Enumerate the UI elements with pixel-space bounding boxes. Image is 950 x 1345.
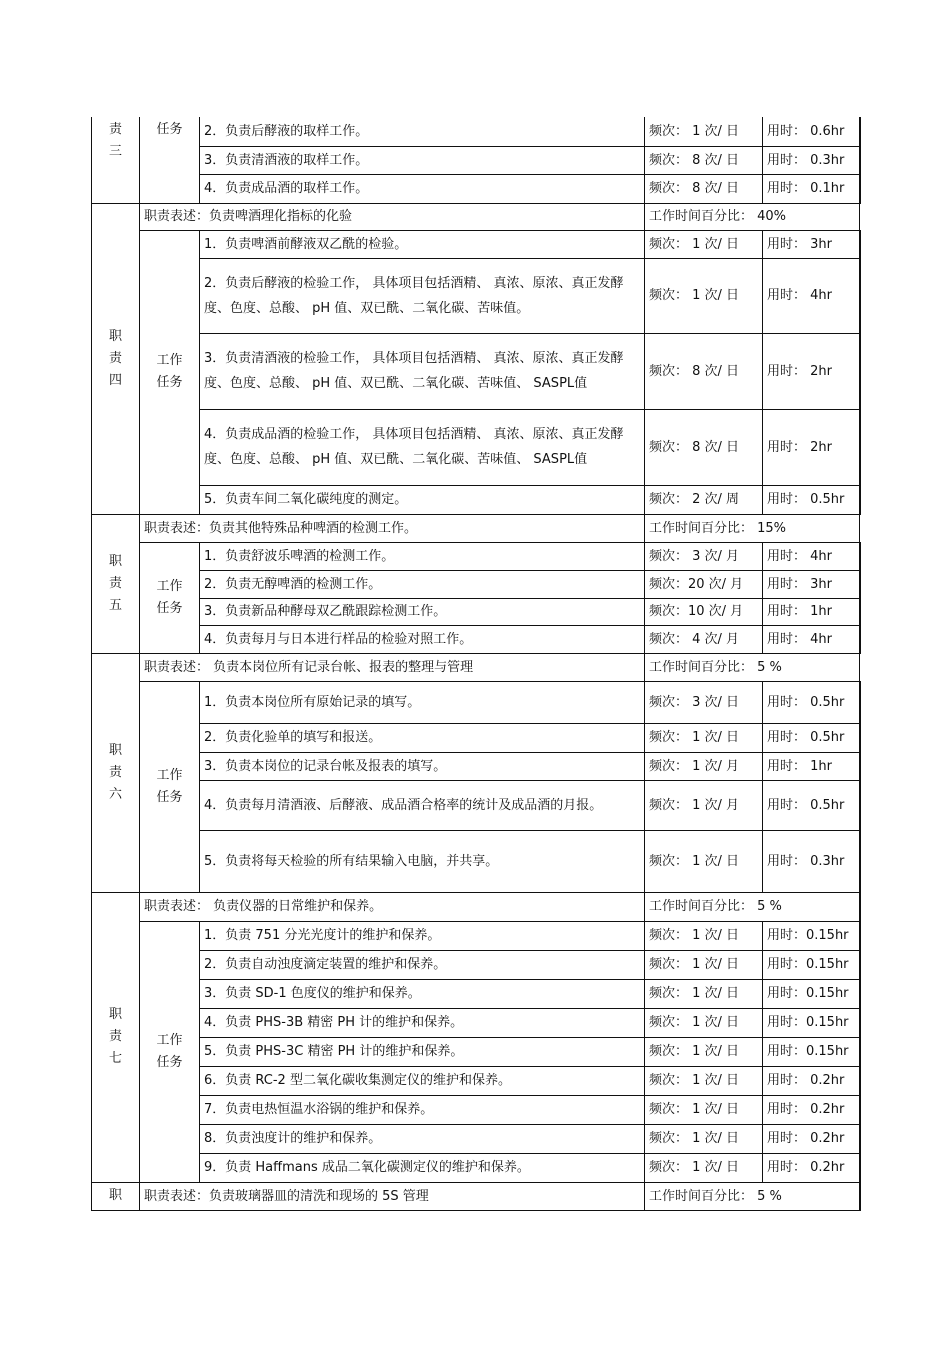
task-frequency: 频次： 1 次/ 日 [645,830,763,892]
task-frequency: 频次：10 次/ 月 [645,598,763,625]
task-time: 用时： 0.3hr [763,830,860,892]
task-time: 用时： 2hr [763,333,860,409]
task-text: 2．负责自动浊度滴定装置的维护和保养。 [200,950,645,979]
task-frequency: 频次：20 次/ 月 [645,570,763,598]
task-time: 用时： 3hr [763,230,860,258]
task-frequency: 频次： 1 次/ 日 [645,230,763,258]
task-time: 用时： 1hr [763,752,860,780]
job-duty-table [91,117,861,1211]
task-time: 用时： 0.2hr [763,1095,860,1124]
task-frequency: 频次： 1 次/ 日 [645,1124,763,1153]
task-frequency: 频次： 4 次/ 月 [645,625,763,653]
work-task-label: 工作任务 [140,542,200,653]
task-frequency: 频次： 1 次/ 日 [645,117,763,146]
task-time: 用时： 4hr [763,625,860,653]
duty-label: 责 三 [92,117,140,203]
work-time-percentage: 工作时间百分比： 5 % [645,653,860,681]
task-text: 4．负责 PHS-3B 精密 PH 计的维护和保养。 [200,1008,645,1037]
task-time: 用时： 0.3hr [763,146,860,174]
task-frequency: 频次： 1 次/ 日 [645,1066,763,1095]
work-time-percentage: 工作时间百分比： 5 % [645,892,860,921]
task-text: 5．负责 PHS-3C 精密 PH 计的维护和保养。 [200,1037,645,1066]
task-text: 3．负责清酒液的取样工作。 [200,146,645,174]
task-text: 3．负责本岗位的记录台帐及报表的填写。 [200,752,645,780]
task-frequency: 频次： 1 次/ 日 [645,950,763,979]
task-frequency: 频次： 8 次/ 日 [645,174,763,203]
task-time: 用时： 2hr [763,409,860,485]
task-frequency: 频次： 8 次/ 日 [645,409,763,485]
task-frequency: 频次： 1 次/ 日 [645,1153,763,1182]
work-time-percentage: 工作时间百分比： 40% [645,203,860,230]
task-time: 用时： 0.2hr [763,1153,860,1182]
task-text: 4．负责成品酒的检验工作， 具体项目包括酒精、 真浓、原浓、真正发酵度、色度、总酸、 pH 值、双已酰、二氧化碳、苦味值、 SASPL值 [200,409,645,485]
task-frequency: 频次： 1 次/ 日 [645,1037,763,1066]
task-text: 3．负责清酒液的检验工作， 具体项目包括酒精、 真浓、原浓、真正发酵度、色度、总酸、 pH 值、双已酰、二氧化碳、苦味值、 SASPL值 [200,333,645,409]
work-task-label: 工作任务 [140,681,200,892]
task-time: 用时： 0.1hr [763,174,860,203]
task-frequency: 频次： 1 次/ 月 [645,752,763,780]
task-time: 用时：0.15hr [763,921,860,950]
task-text: 5．负责将每天检验的所有结果输入电脑，并共享。 [200,830,645,892]
task-frequency: 频次： 3 次/ 月 [645,542,763,570]
duty-label: 职 [92,1182,140,1210]
task-text: 4．负责每月与日本进行样品的检验对照工作。 [200,625,645,653]
task-time: 用时： 3hr [763,570,860,598]
task-time: 用时： 0.2hr [763,1066,860,1095]
task-text: 2．负责无醇啤酒的检测工作。 [200,570,645,598]
task-time: 用时： 4hr [763,542,860,570]
duty-label: 职 责 七 [92,892,140,1182]
work-task-label: 工作任务 [140,921,200,1182]
duty-description: 职责表述：负责啤酒理化指标的化验 [140,203,645,230]
task-frequency: 频次： 8 次/ 日 [645,146,763,174]
work-time-percentage: 工作时间百分比： 5 % [645,1182,860,1210]
task-text: 1．负责舒波乐啤酒的检测工作。 [200,542,645,570]
duty-label: 职 责 六 [92,653,140,892]
task-text: 2．负责后酵液的检验工作， 具体项目包括酒精、 真浓、原浓、真正发酵度、色度、总酸、 pH 值、双已酰、二氧化碳、苦味值。 [200,258,645,333]
task-text: 1．负责本岗位所有原始记录的填写。 [200,681,645,723]
task-time: 用时： 0.5hr [763,485,860,514]
work-time-percentage: 工作时间百分比： 15% [645,514,860,542]
task-frequency: 频次： 1 次/ 月 [645,780,763,830]
task-text: 5．负责车间二氧化碳纯度的测定。 [200,485,645,514]
task-text: 2．负责后酵液的取样工作。 [200,117,645,146]
task-text: 8．负责浊度计的维护和保养。 [200,1124,645,1153]
task-frequency: 频次： 1 次/ 日 [645,1008,763,1037]
task-text: 7．负责电热恒温水浴锅的维护和保养。 [200,1095,645,1124]
task-time: 用时：0.15hr [763,979,860,1008]
task-time: 用时： 0.5hr [763,681,860,723]
task-time: 用时： 1hr [763,598,860,625]
work-task-label: 任务 [140,117,200,203]
task-text: 6．负责 RC-2 型二氧化碳收集测定仪的维护和保养。 [200,1066,645,1095]
task-time: 用时： 0.5hr [763,723,860,752]
task-frequency: 频次： 8 次/ 日 [645,333,763,409]
task-text: 2．负责化验单的填写和报送。 [200,723,645,752]
task-frequency: 频次： 1 次/ 日 [645,921,763,950]
duty-description: 职责表述：负责其他特殊品种啤酒的检测工作。 [140,514,645,542]
task-frequency: 频次： 1 次/ 日 [645,979,763,1008]
task-time: 用时： 0.2hr [763,1124,860,1153]
task-text: 4．负责每月清酒液、后酵液、成品酒合格率的统计及成品酒的月报。 [200,780,645,830]
task-text: 3．负责新品种酵母双乙酰跟踪检测工作。 [200,598,645,625]
duty-description: 职责表述： 负责仪器的日常维护和保养。 [140,892,645,921]
task-frequency: 频次： 1 次/ 日 [645,723,763,752]
task-time: 用时：0.15hr [763,1008,860,1037]
task-frequency: 频次： 1 次/ 日 [645,1095,763,1124]
task-frequency: 频次： 2 次/ 周 [645,485,763,514]
task-text: 3．负责 SD-1 色度仪的维护和保养。 [200,979,645,1008]
work-task-label: 工作任务 [140,230,200,514]
task-time: 用时：0.15hr [763,1037,860,1066]
task-text: 9．负责 Haffmans 成品二氧化碳测定仪的维护和保养。 [200,1153,645,1182]
duty-description: 职责表述： 负责本岗位所有记录台帐、报表的整理与管理 [140,653,645,681]
task-frequency: 频次： 3 次/ 日 [645,681,763,723]
task-time: 用时： 0.5hr [763,780,860,830]
task-frequency: 频次： 1 次/ 日 [645,258,763,333]
duty-label: 职 责 五 [92,514,140,653]
task-text: 1．负责 751 分光光度计的维护和保养。 [200,921,645,950]
task-time: 用时：0.15hr [763,950,860,979]
task-time: 用时： 0.6hr [763,117,860,146]
task-time: 用时： 4hr [763,258,860,333]
duty-description: 职责表述：负责玻璃器皿的清洗和现场的 5S 管理 [140,1182,645,1210]
duty-label: 职 责 四 [92,203,140,514]
task-text: 1．负责啤酒前酵液双乙酰的检验。 [200,230,645,258]
task-text: 4．负责成品酒的取样工作。 [200,174,645,203]
